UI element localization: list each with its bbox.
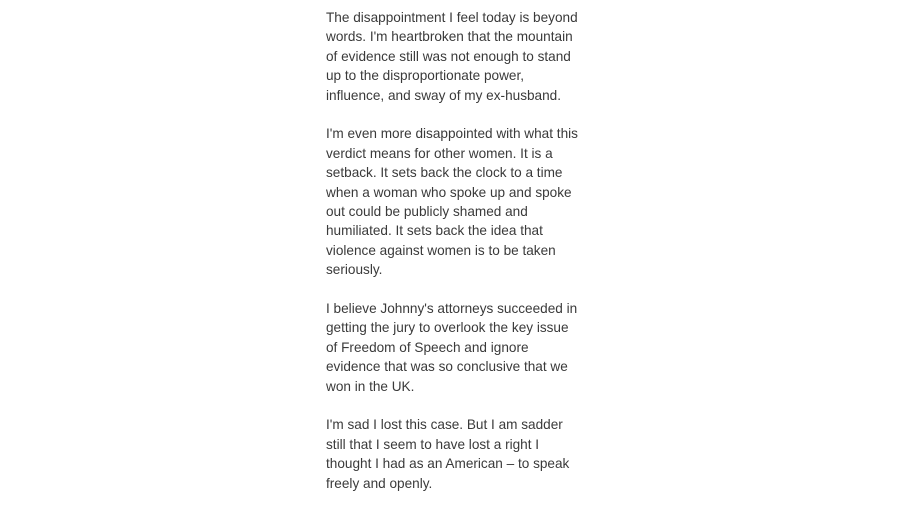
text-line: thought I had as an American – to speak xyxy=(326,456,570,472)
statement-text xyxy=(326,8,596,505)
text-line: words. I'm heartbroken that the mountain xyxy=(326,29,573,45)
text-line: setback. It sets back the clock to a time xyxy=(326,165,563,181)
text-line: freely and openly. xyxy=(326,475,433,491)
paragraph-2 xyxy=(326,124,596,279)
paragraph-4 xyxy=(326,415,596,493)
text-line: verdict means for other women. It is a xyxy=(326,145,553,161)
text-line: I'm even more disappointed with what this xyxy=(326,126,578,142)
text-line: influence, and sway of my ex-husband. xyxy=(326,87,562,103)
text-line: getting the jury to overlook the key issue xyxy=(326,320,569,336)
text-line: evidence that was so conclusive that we xyxy=(326,359,568,375)
text-line: violence against women is to be taken xyxy=(326,242,556,258)
text-line: when a woman who spoke up and spoke xyxy=(326,184,572,200)
text-line: I'm sad I lost this case. But I am sadder xyxy=(326,417,563,433)
text-line: humiliated. It sets back the idea that xyxy=(326,223,543,239)
text-line: of evidence still was not enough to stand xyxy=(326,48,571,64)
text-line: out could be publicly shamed and xyxy=(326,204,528,220)
text-line: The disappointment I feel today is beyond xyxy=(326,10,578,25)
text-line: up to the disproportionate power, xyxy=(326,68,524,84)
text-line: still that I seem to have lost a right I xyxy=(326,436,540,452)
text-line: seriously. xyxy=(326,262,383,278)
text-line: won in the UK. xyxy=(326,378,415,394)
text-line: I believe Johnny's attorneys succeeded in xyxy=(326,301,578,317)
text-line: of Freedom of Speech and ignore xyxy=(326,339,529,355)
paragraph-3 xyxy=(326,299,596,396)
paragraph-1 xyxy=(326,8,596,105)
